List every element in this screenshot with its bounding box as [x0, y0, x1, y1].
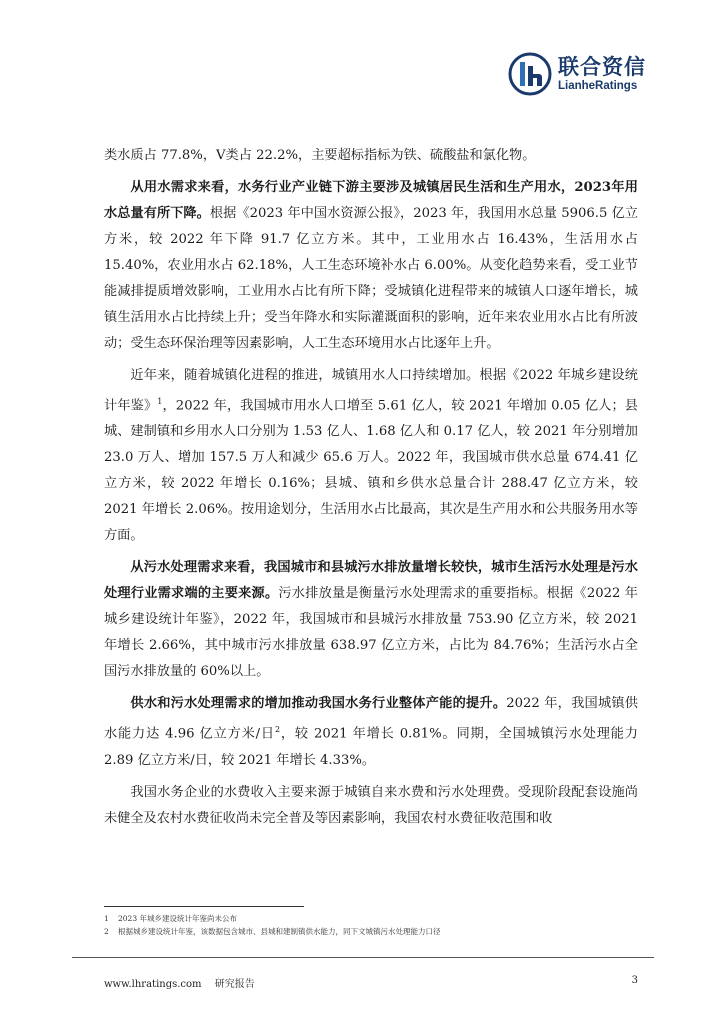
footnote: [104, 925, 638, 938]
footer-website-link[interactable]: www.lhratings.com: [104, 979, 202, 990]
paragraph: [104, 363, 638, 549]
paragraph-text: 类水质占 77.8%，Ⅴ类占 22.2%，主要超标指标为铁、硫酸盐和氯化物。: [104, 148, 536, 163]
bold-lead-sentence: 从污水处理需求来看，我国城市和县城污水排放量增长较快，城市生活污水处理是污水处理行业需求端的主要来源。: [104, 560, 638, 602]
paragraph-text: 我国水务企业的水费收入主要来源于城镇自来水费和污水处理费。受现阶段配套设施尚未健全及农村水费征收尚未完全普及等因素影响，我国农村水费征收范围和收: [104, 784, 638, 826]
bold-lead-sentence: 从用水需求来看，水务行业产业链下游主要涉及城镇居民生活和生产用水，2023年用水总量有所下降。: [104, 180, 638, 221]
paragraph-text: 根据《2023 年中国水资源公报》，2023 年，我国用水总量 5906.5 亿立方米，较 2022 年下降 91.7 亿立方米。其中，工业用水占 16.43%，生活用水占 15.40%，农业用水占 62.18%，人工生态环境补水占 6.00%。从变化趋势来看，受工业节能减排提质增效影响，工业用水占比有所下降；受城镇化进程带来的城镇人口逐年增长，城镇生活用水占比持续上升；受当年降水和实际灌溉面积的影响，近年来农业用水占比有所波动；受生态环保治理等因素影响，人工生态环境用水占比逐年上升。: [104, 206, 639, 351]
paragraph: [104, 780, 638, 832]
footnote-text: 2023 年城乡建设统计年鉴尚未公布: [118, 914, 237, 923]
footnote-separator: [104, 906, 304, 907]
paragraph: [104, 691, 638, 773]
footer-left: [104, 975, 255, 990]
footnote-ref: 1: [157, 397, 163, 406]
footnote-ref: 2: [274, 725, 281, 735]
footnote-number: 2: [104, 927, 109, 936]
footnote-number: 1: [104, 914, 109, 923]
footnotes: [104, 912, 638, 938]
paragraph-text: ，2022 年，我国城市用水人口增至 5.61 亿人，较 2021 年增加 0.05 亿人；县城、建制镇和乡用水人口分别为 1.53 亿人、1.68 亿人和 0.17 亿人，较 2021 年分别增加 23.0 万人、增加 157.5 万人和减少 65.6 万人。2022 年，我国城市供水总量 674.41 亿立方米，较 2022 年增长 0.16%；县城、镇和乡供水总量合计 288.47 亿立方米，较 2021 年增长 2.06%。按用途划分，生活用水占比最高，其次是生产用水和公共服务用水等方面。: [104, 398, 638, 544]
footer-doc-type: 研究报告: [214, 979, 255, 990]
paragraph: [104, 555, 638, 685]
footer-rule: [72, 957, 654, 958]
lianhe-logo-icon: [508, 52, 552, 96]
paragraph-text: 2022 年，我国城镇供水能力达 4.96 亿立方米/日: [104, 696, 638, 742]
paragraph-text: 近年来，随着城镇化进程的推进，城镇用水人口持续增加。根据《2022 年城乡建设统计年鉴》: [104, 368, 638, 414]
logo-name-cn: 联合资信: [558, 55, 646, 79]
paragraph-text: 污水排放量是衡量污水处理需求的重要指标。根据《2022 年城乡建设统计年鉴》，2022 年，我国城市和县城污水排放量 753.90 亿立方米，较 2021 年增长 2.66%，其中城市污水排放量 638.97 亿立方米，占比为 84.76%；生活污水占全国污水排放量的 60%以上。: [104, 586, 638, 680]
bold-lead-sentence: 供水和污水处理需求的增加推动我国水务行业整体产能的提升。: [130, 696, 507, 712]
paragraph-text: ，较 2021 年增长 0.81%。同期，全国城镇污水处理能力 2.89 亿立方米/日，较 2021 年增长 4.33%。: [104, 726, 638, 768]
logo-name-en: LianheRatings: [558, 80, 638, 92]
paragraph: [104, 175, 638, 357]
footnote: [104, 912, 638, 925]
page-number: 3: [631, 975, 638, 986]
footnote-text: 根据城乡建设统计年鉴，该数据包含城市、县城和建制镇供水能力，同下文城镇污水处理能力口径: [118, 927, 441, 936]
paragraph: [104, 143, 638, 169]
company-logo: [508, 52, 646, 96]
report-body: [104, 143, 638, 838]
